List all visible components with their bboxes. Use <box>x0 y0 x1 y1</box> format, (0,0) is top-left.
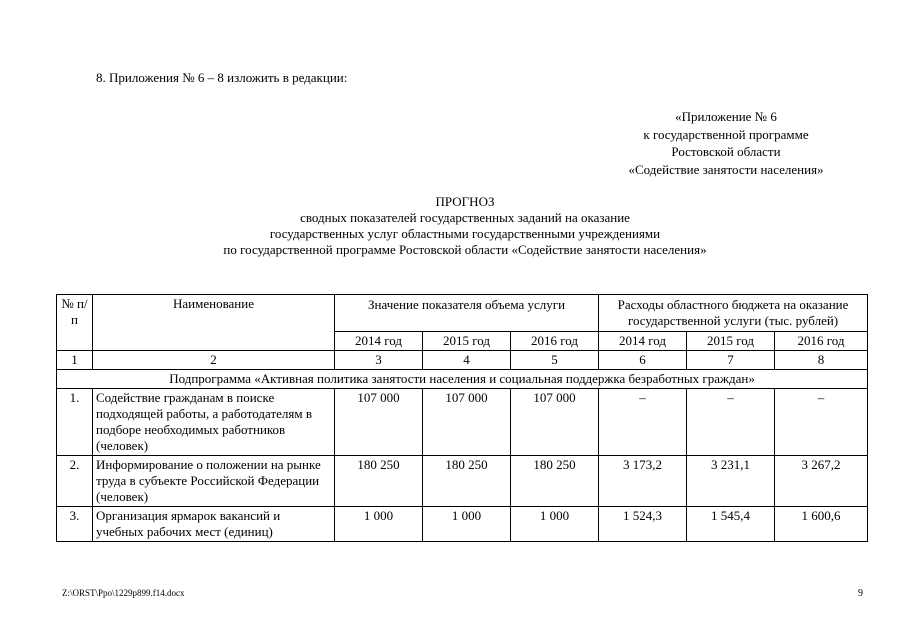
header-year: 2014 год <box>599 332 687 351</box>
table-row <box>57 389 868 456</box>
cell-value: 1 000 <box>511 507 599 542</box>
column-number: 2 <box>93 351 335 370</box>
header-year: 2016 год <box>511 332 599 351</box>
cell-value: 180 250 <box>423 456 511 507</box>
cell-value: 3 267,2 <box>775 456 868 507</box>
cell-value: 1 000 <box>335 507 423 542</box>
row-number: 2. <box>57 456 93 507</box>
table-row <box>57 507 868 542</box>
row-number: 3. <box>57 507 93 542</box>
cell-value: – <box>687 389 775 456</box>
header-year: 2015 год <box>423 332 511 351</box>
cell-value: 1 545,4 <box>687 507 775 542</box>
row-name: Организация ярмарок вакансий и учебных рабочих мест (единиц) <box>93 507 335 542</box>
column-number: 7 <box>687 351 775 370</box>
annex-line: «Приложение № 6 <box>675 109 777 124</box>
header-name: Наименование <box>93 295 335 351</box>
cell-value: 1 000 <box>423 507 511 542</box>
title-line: государственных услуг областными государственными учреждениями <box>269 226 661 241</box>
cell-value: – <box>775 389 868 456</box>
table-row <box>57 456 868 507</box>
header-year: 2016 год <box>775 332 868 351</box>
cell-value: 1 524,3 <box>599 507 687 542</box>
annex-header <box>586 108 866 178</box>
title-heading: ПРОГНОЗ <box>435 194 495 209</box>
cell-value: 107 000 <box>511 389 599 456</box>
header-value-group: Значение показателя объема услуги <box>335 295 599 332</box>
file-path: Z:\ORST\Ppo\1229p899.f14.docx <box>62 588 185 598</box>
cell-value: 180 250 <box>511 456 599 507</box>
column-number: 4 <box>423 351 511 370</box>
column-number: 1 <box>57 351 93 370</box>
header-year: 2015 год <box>687 332 775 351</box>
cell-value: 107 000 <box>335 389 423 456</box>
title-line: сводных показателей государственных заданий на оказание <box>300 210 630 225</box>
annex-line: к государственной программе <box>643 126 809 142</box>
header-num: № п/п <box>57 295 93 351</box>
page-number: 9 <box>858 588 863 599</box>
cell-value: 1 600,6 <box>775 507 868 542</box>
document-title <box>120 194 810 258</box>
row-name: Содействие гражданам в поиске подходящей работы, а работодателям в подборе необходимых работников (человек) <box>93 389 335 456</box>
row-name: Информирование о положении на рынке труда в субъекте Российской Федерации (человек) <box>93 456 335 507</box>
column-number: 3 <box>335 351 423 370</box>
row-number: 1. <box>57 389 93 456</box>
column-number: 8 <box>775 351 868 370</box>
annex-line: Ростовской области <box>671 144 781 159</box>
title-line: по государственной программе Ростовской области «Содействие занятости населения» <box>223 242 707 257</box>
annex-line: «Содействие занятости населения» <box>628 161 824 177</box>
header-expense-group: Расходы областного бюджета на оказание государственной услуги (тыс. рублей) <box>599 295 868 332</box>
amendment-intro: 8. Приложения № 6 – 8 изложить в редакции: <box>96 70 348 85</box>
header-year: 2014 год <box>335 332 423 351</box>
cell-value: 3 173,2 <box>599 456 687 507</box>
cell-value: 107 000 <box>423 389 511 456</box>
cell-value: – <box>599 389 687 456</box>
column-number: 6 <box>599 351 687 370</box>
column-number: 5 <box>511 351 599 370</box>
subprogram-row: Подпрограмма «Активная политика занятости населения и социальная поддержка безработных граждан» <box>57 370 868 389</box>
forecast-table <box>56 294 868 542</box>
cell-value: 3 231,1 <box>687 456 775 507</box>
cell-value: 180 250 <box>335 456 423 507</box>
